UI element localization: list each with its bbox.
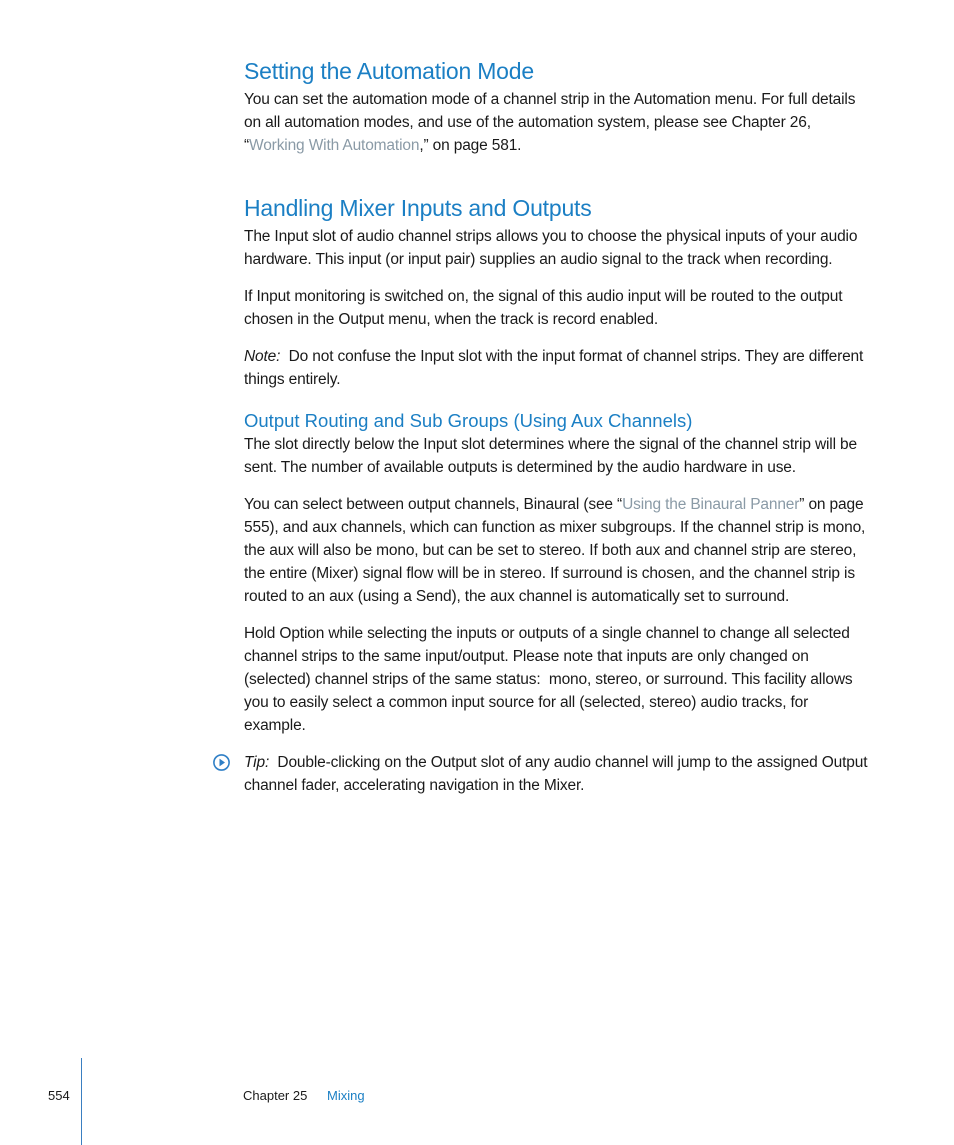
routing-paragraph-3: Hold Option while selecting the inputs or outputs of a single channel to change all selected channel strips to the same input/output. Please note that inputs are only changed on (selected) channel strips of the same status: mono, stereo, or surround. This facility allows you to easily select a common input source for all (selected, stereo) audio tracks, for example.	[244, 625, 853, 734]
automation-text-b: ,” on page 581.	[419, 137, 522, 154]
note-label: Note:	[244, 348, 281, 365]
routing-text-a: You can select between output channels, Binaural (see “	[244, 496, 623, 513]
footer-rule	[81, 1058, 82, 1145]
subsection-heading-output-routing: Output Routing and Sub Groups (Using Aux Channels)	[244, 410, 693, 431]
play-arrow-circle-icon	[213, 754, 230, 771]
tip-block	[244, 751, 870, 797]
note-text: Do not confuse the Input slot with the input format of channel strips. They are different things entirely.	[244, 348, 864, 388]
routing-paragraph-1: The slot directly below the Input slot determines where the signal of the channel strip will be sent. The number of available outputs is determined by the audio hardware in use.	[244, 436, 857, 476]
link-working-with-automation[interactable]: Working With Automation	[249, 137, 420, 154]
section-heading-automation-mode: Setting the Automation Mode	[244, 58, 534, 84]
tip-paragraph	[244, 751, 870, 797]
page-content	[244, 56, 870, 797]
routing-text-b: ” on page 555), and aux channels, which can function as mixer subgroups. If the channel strip is mono, the aux will also be mono, but can be set to stereo. If both aux and channel strip are stereo, the entire (Mixer) signal flow will be in stereo. If surround is chosen, and the channel strip is routed to an aux (using a Send), the aux channel is automatically set to surround.	[244, 496, 866, 605]
link-using-binaural-panner[interactable]: Using the Binaural Panner	[622, 496, 800, 513]
section-heading-mixer-io: Handling Mixer Inputs and Outputs	[244, 195, 592, 221]
tip-label: Tip:	[244, 754, 270, 771]
mixer-paragraph-2: If Input monitoring is switched on, the signal of this audio input will be routed to the output chosen in the Output menu, when the track is record enabled.	[244, 288, 843, 328]
mixer-paragraph-1: The Input slot of audio channel strips allows you to choose the physical inputs of your audio hardware. This input (or input pair) supplies an audio signal to the track when recording.	[244, 228, 858, 268]
page-number: 554	[48, 1088, 70, 1103]
routing-paragraph-2	[244, 493, 870, 608]
footer-chapter: Chapter 25	[243, 1088, 308, 1103]
automation-paragraph	[244, 88, 870, 157]
footer-chapter-title[interactable]: Mixing	[327, 1088, 365, 1103]
mixer-note	[244, 345, 870, 391]
automation-text-a: You can set the automation mode of a channel strip in the Automation menu. For full details on all automation modes, and use of the automation system, please see Chapter 26, “	[244, 91, 856, 154]
tip-text: Double-clicking on the Output slot of any audio channel will jump to the assigned Output channel fader, accelerating navigation in the Mixer.	[244, 754, 868, 794]
